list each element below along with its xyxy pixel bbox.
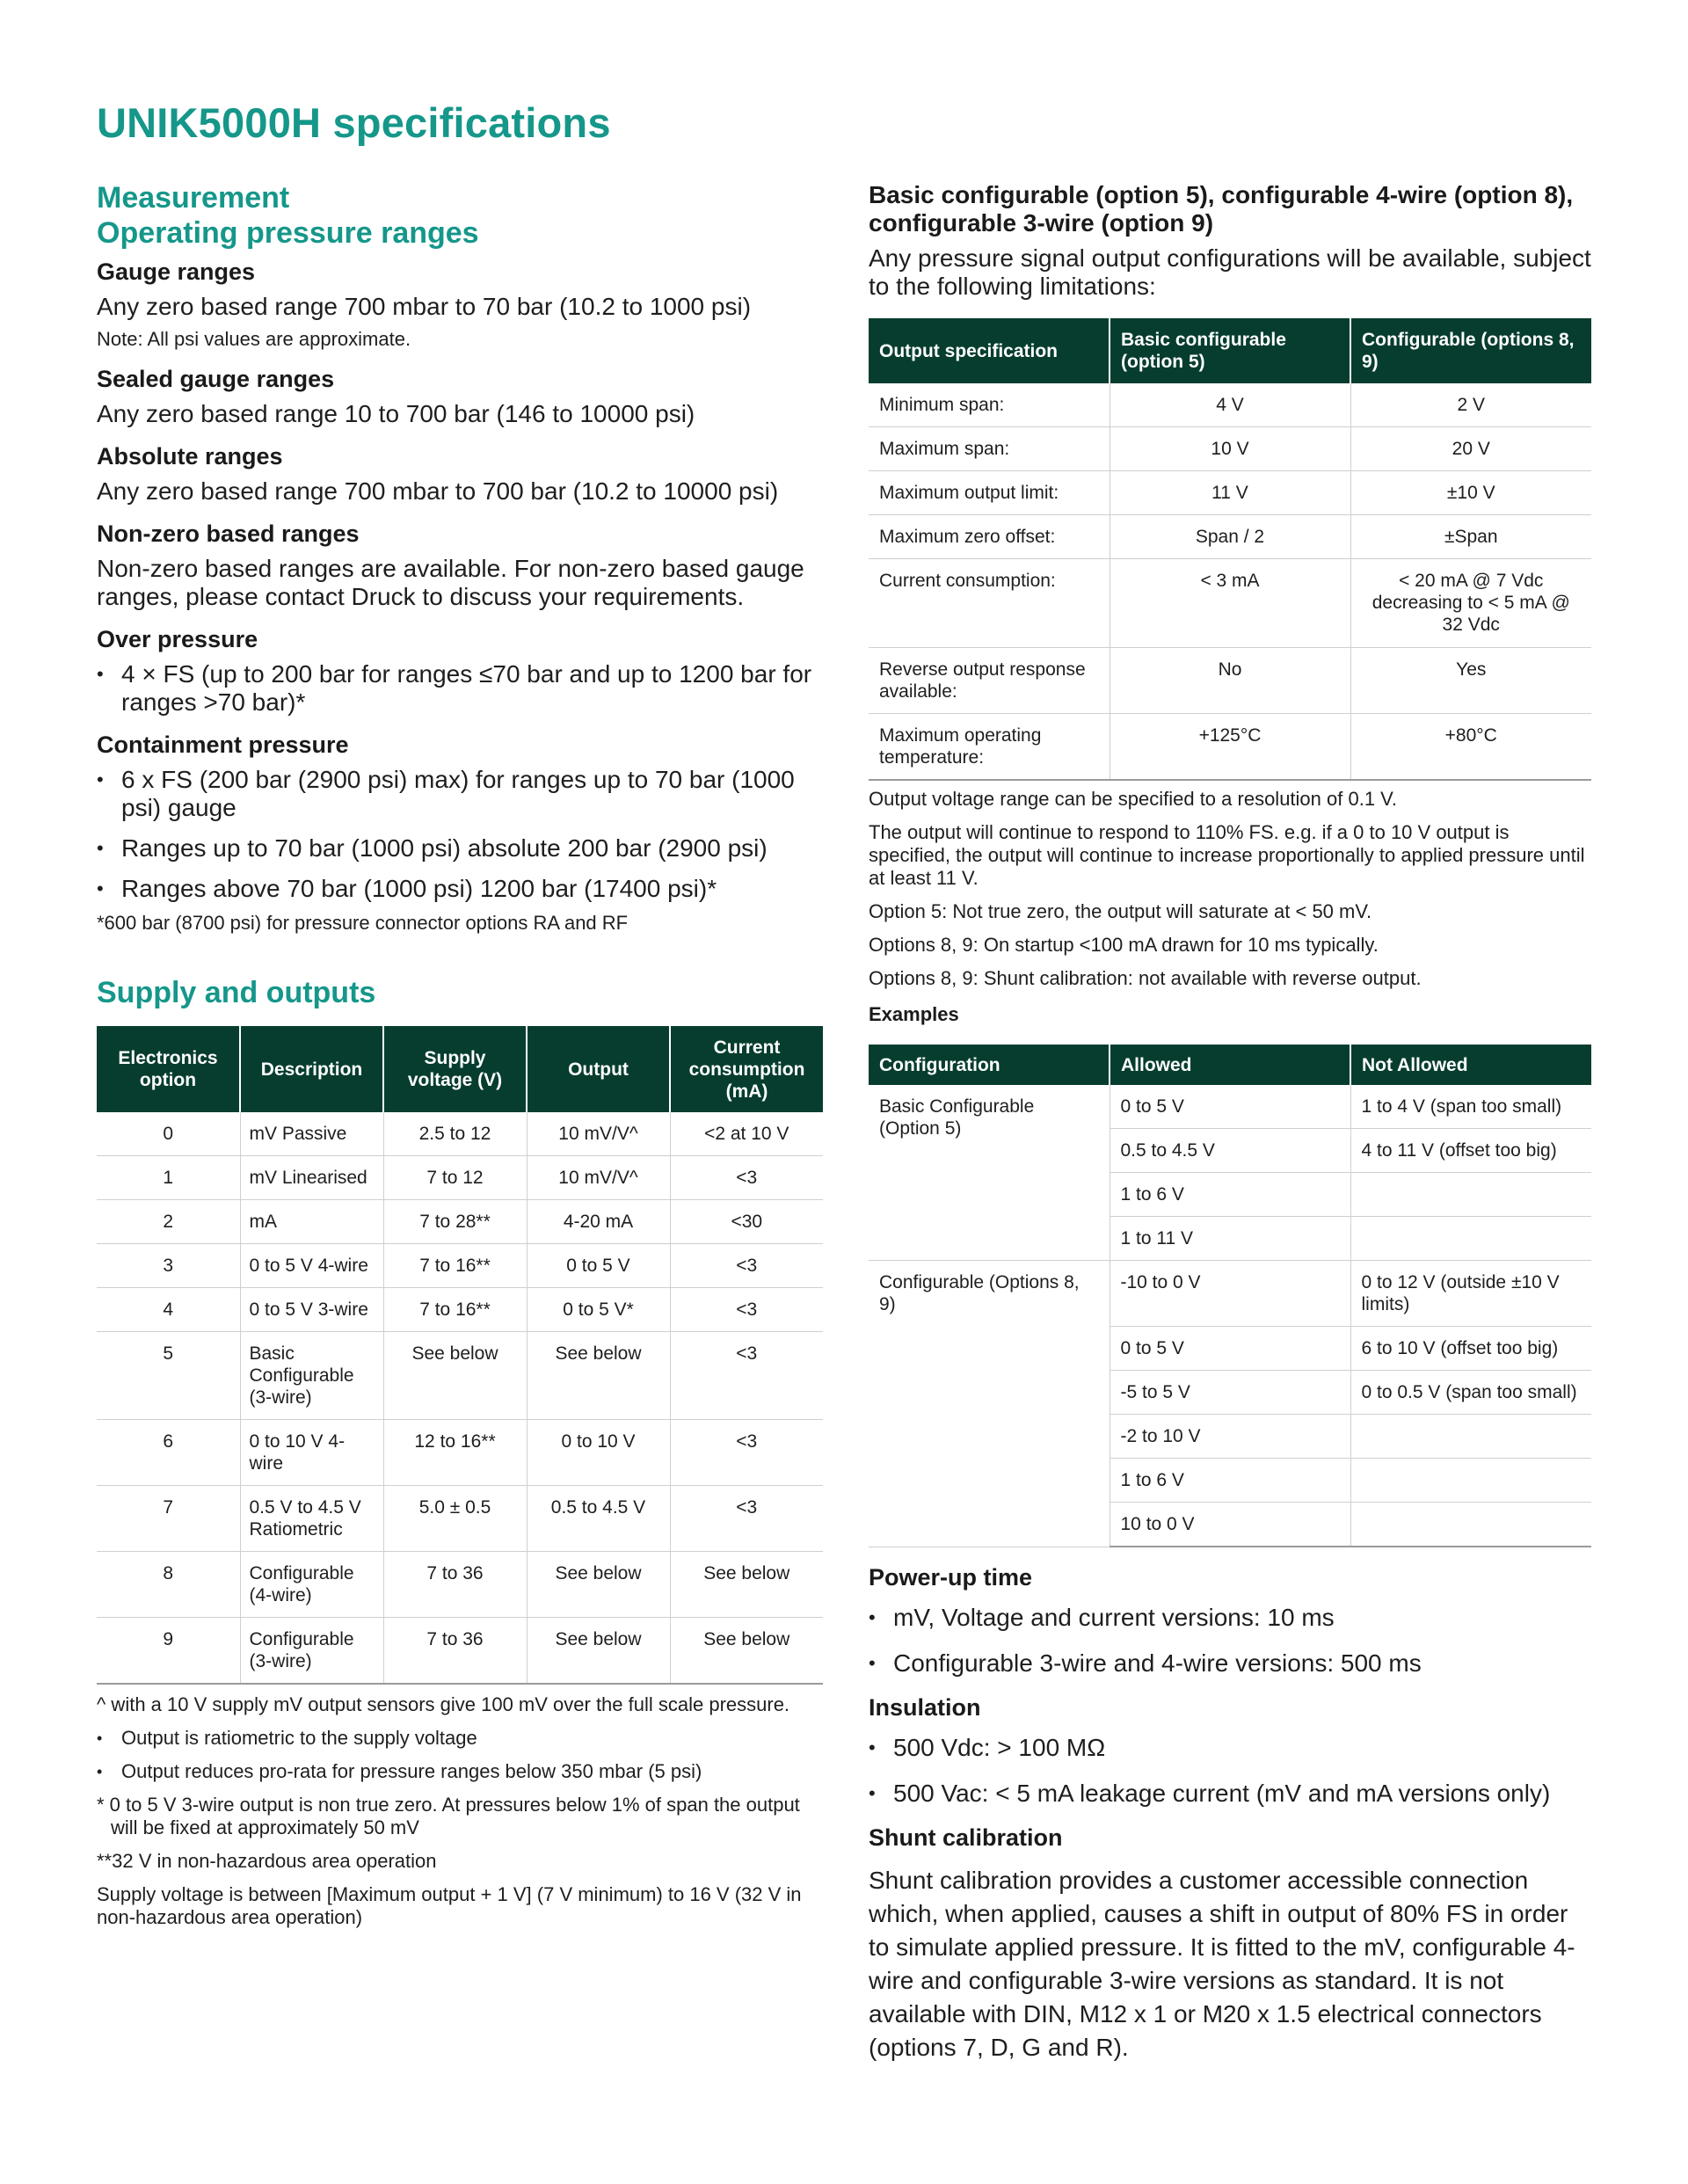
examples-heading: Examples: [869, 1003, 959, 1025]
table-cell: 1 to 4 V (span too small): [1350, 1085, 1591, 1129]
table-cell: 6: [97, 1420, 240, 1486]
table-cell: -10 to 0 V: [1110, 1261, 1350, 1327]
table-cell: 4-20 mA: [527, 1200, 670, 1244]
table-cell: 0: [97, 1112, 240, 1156]
table-row: [97, 1420, 823, 1486]
table-cell: See below: [670, 1552, 823, 1618]
table-cell: Maximum operating temperature:: [869, 714, 1110, 781]
fs-note: The output will continue to respond to 110% FS. e.g. if a 0 to 10 V output is specified, the output will continue to increase proportionally to applied pressure until at least 11 V.: [869, 821, 1585, 889]
examples-table: [869, 1045, 1591, 1547]
table-cell: 2 V: [1350, 383, 1591, 427]
table-cell: ±10 V: [1350, 471, 1591, 515]
table-cell: 0.5 to 4.5 V: [527, 1486, 670, 1552]
table-cell: See below: [383, 1332, 527, 1420]
table-cell: Configurable (4-wire): [240, 1552, 383, 1618]
left-column: [97, 180, 823, 1940]
shunt-reverse-note: Options 8, 9: Shunt calibration: not available with reverse output.: [869, 967, 1422, 989]
containment-list: [97, 766, 823, 903]
table-cell: 10 mV/V^: [527, 1156, 670, 1200]
table-cell: 7 to 36: [383, 1552, 527, 1618]
table-row: [869, 559, 1591, 648]
over-pressure-list: [97, 660, 823, 717]
table-cell: [1350, 1217, 1591, 1261]
table-cell: <30: [670, 1200, 823, 1244]
column-header: Description: [240, 1026, 383, 1112]
table-row: [97, 1200, 823, 1244]
table-cell: Reverse output response available:: [869, 648, 1110, 714]
table-cell: [1350, 1503, 1591, 1547]
mv-output-note: ^ with a 10 V supply mV output sensors give 100 mV over the full scale pressure.: [97, 1693, 790, 1715]
list-item: • Configurable 3-wire and 4-wire versions: 500 ms: [869, 1649, 1591, 1678]
table-cell: 7 to 12: [383, 1156, 527, 1200]
table-cell: <3: [670, 1420, 823, 1486]
table-cell: mV Passive: [240, 1112, 383, 1156]
table-cell: mV Linearised: [240, 1156, 383, 1200]
list-item: • 500 Vdc: > 100 MΩ: [869, 1734, 1591, 1762]
column-header: Configurable (options 8, 9): [1350, 318, 1591, 383]
table-cell: 0 to 10 V 4-wire: [240, 1420, 383, 1486]
table-cell: 0 to 0.5 V (span too small): [1350, 1371, 1591, 1415]
table-cell: Maximum zero offset:: [869, 515, 1110, 559]
column-header: Not Allowed: [1350, 1045, 1591, 1085]
table-cell: 0 to 5 V 3-wire: [240, 1288, 383, 1332]
operating-ranges-title: Operating pressure ranges: [97, 216, 479, 250]
table-cell: Configurable (Options 8, 9): [869, 1261, 1110, 1547]
startup-note: Options 8, 9: On startup <100 mA drawn for 10 ms typically.: [869, 934, 1379, 956]
table-cell: 0 to 5 V: [527, 1244, 670, 1288]
table-cell: 1 to 6 V: [1110, 1173, 1350, 1217]
right-column: [869, 181, 1591, 2071]
table-cell: 4: [97, 1288, 240, 1332]
table-header-row: [869, 1045, 1591, 1085]
table-cell: 1 to 11 V: [1110, 1217, 1350, 1261]
table-row: [869, 648, 1591, 714]
table-cell: -2 to 10 V: [1110, 1415, 1350, 1459]
table-cell: Span / 2: [1110, 515, 1350, 559]
output-spec-table: [869, 318, 1591, 781]
psi-note: Note: All psi values are approximate.: [97, 328, 411, 350]
table-row: [97, 1288, 823, 1332]
insulation-list: [869, 1734, 1591, 1808]
table-cell: 1 to 6 V: [1110, 1459, 1350, 1503]
list-item: • Ranges above 70 bar (1000 psi) 1200 bar (17400 psi)*: [97, 875, 823, 903]
column-header: Allowed: [1110, 1045, 1350, 1085]
table-cell: 2: [97, 1200, 240, 1244]
table-cell: 0 to 12 V (outside ±10 V limits): [1350, 1261, 1591, 1327]
table-cell: 9: [97, 1618, 240, 1685]
table-row: [97, 1618, 823, 1685]
table-cell: 1: [97, 1156, 240, 1200]
table-cell: [1350, 1173, 1591, 1217]
containment-note: *600 bar (8700 psi) for pressure connector options RA and RF: [97, 912, 629, 934]
supply-table: [97, 1026, 823, 1685]
three-wire-note: * 0 to 5 V 3-wire output is non true zero. At pressures below 1% of span the output will be fixed at approximately 50 mV: [97, 1794, 800, 1838]
supply-notes-list: [97, 1727, 823, 1783]
table-cell: 10 to 0 V: [1110, 1503, 1350, 1547]
non-zero-heading: Non-zero based ranges: [97, 521, 360, 547]
column-header: Output: [527, 1026, 670, 1112]
column-header: Supply voltage (V): [383, 1026, 527, 1112]
table-cell: -5 to 5 V: [1110, 1371, 1350, 1415]
table-cell: +125°C: [1110, 714, 1350, 781]
table-cell: 10 mV/V^: [527, 1112, 670, 1156]
table-cell: Minimum span:: [869, 383, 1110, 427]
option5-note: Option 5: Not true zero, the output will saturate at < 50 mV.: [869, 900, 1372, 922]
table-cell: 6 to 10 V (offset too big): [1350, 1327, 1591, 1371]
table-row: [97, 1552, 823, 1618]
hazardous-note: **32 V in non-hazardous area operation: [97, 1850, 437, 1872]
table-row: [869, 471, 1591, 515]
table-row: [869, 427, 1591, 471]
gauge-ranges-heading: Gauge ranges: [97, 258, 256, 285]
table-cell: No: [1110, 648, 1350, 714]
absolute-ranges-heading: Absolute ranges: [97, 443, 283, 470]
column-header: Configuration: [869, 1045, 1110, 1085]
table-row: [869, 1085, 1591, 1129]
table-cell: 8: [97, 1552, 240, 1618]
table-cell: < 20 mA @ 7 Vdc decreasing to < 5 mA @ 32 Vdc: [1350, 559, 1591, 648]
table-cell: Basic Configurable (Option 5): [869, 1085, 1110, 1261]
table-cell: 7 to 16**: [383, 1244, 527, 1288]
table-cell: ±Span: [1350, 515, 1591, 559]
containment-heading: Containment pressure: [97, 732, 349, 758]
table-cell: 3: [97, 1244, 240, 1288]
non-zero-text: Non-zero based ranges are available. For non-zero based gauge ranges, please contact Druck to discuss your requirements.: [97, 555, 804, 610]
table-cell: 0 to 5 V*: [527, 1288, 670, 1332]
table-cell: 20 V: [1350, 427, 1591, 471]
table-cell: Yes: [1350, 648, 1591, 714]
insulation-heading: Insulation: [869, 1694, 981, 1721]
shunt-text: Shunt calibration provides a customer accessible connection which, when applied, causes a shift in output of 80% FS in order to simulate applied pressure. It is fitted to the mV, configurable 4-wire and configurable 3-wire versions as standard. It is not available with DIN, M12 x 1 or M20 x 1.5 electrical connectors (options 7, D, G and R).: [869, 1867, 1575, 2061]
table-cell: Current consumption:: [869, 559, 1110, 648]
table-cell: <3: [670, 1288, 823, 1332]
table-cell: 0 to 5 V: [1110, 1327, 1350, 1371]
table-header-row: [97, 1026, 823, 1112]
table-cell: < 3 mA: [1110, 559, 1350, 648]
table-cell: 7: [97, 1486, 240, 1552]
table-cell: mA: [240, 1200, 383, 1244]
table-cell: Basic Configurable (3-wire): [240, 1332, 383, 1420]
table-row: [97, 1244, 823, 1288]
table-row: [869, 515, 1591, 559]
resolution-note: Output voltage range can be specified to a resolution of 0.1 V.: [869, 788, 1397, 810]
table-row: [97, 1156, 823, 1200]
table-cell: 0 to 5 V: [1110, 1085, 1350, 1129]
table-row: [97, 1332, 823, 1420]
table-cell: +80°C: [1350, 714, 1591, 781]
list-item: • mV, Voltage and current versions: 10 ms: [869, 1604, 1591, 1632]
sealed-gauge-heading: Sealed gauge ranges: [97, 366, 335, 392]
gauge-ranges-text: Any zero based range 700 mbar to 70 bar (10.2 to 1000 psi): [97, 293, 752, 320]
table-cell: See below: [527, 1332, 670, 1420]
table-cell: <2 at 10 V: [670, 1112, 823, 1156]
table-row: [869, 383, 1591, 427]
configurable-heading: Basic configurable (option 5), configurable 4-wire (option 8), configurable 3-wire (option 9): [869, 181, 1574, 237]
configurable-intro: Any pressure signal output configurations will be available, subject to the following limitations:: [869, 244, 1591, 300]
table-cell: 7 to 36: [383, 1618, 527, 1685]
list-item: • 6 x FS (200 bar (2900 psi) max) for ranges up to 70 bar (1000 psi) gauge: [97, 766, 823, 822]
table-cell: See below: [527, 1618, 670, 1685]
powerup-list: [869, 1604, 1591, 1678]
over-pressure-heading: Over pressure: [97, 626, 258, 652]
column-header: Output specification: [869, 318, 1110, 383]
column-header: Basic configurable (option 5): [1110, 318, 1350, 383]
table-cell: 5.0 ± 0.5: [383, 1486, 527, 1552]
table-cell: 7 to 28**: [383, 1200, 527, 1244]
table-row: [97, 1486, 823, 1552]
table-cell: <3: [670, 1244, 823, 1288]
measurement-title: Measurement: [97, 181, 290, 215]
table-cell: 0 to 10 V: [527, 1420, 670, 1486]
table-cell: See below: [527, 1552, 670, 1618]
column-header: Current consumption (mA): [670, 1026, 823, 1112]
table-cell: 0.5 to 4.5 V: [1110, 1129, 1350, 1173]
table-cell: See below: [670, 1618, 823, 1685]
table-cell: Maximum output limit:: [869, 471, 1110, 515]
page-title: UNIK5000H specifications: [97, 99, 611, 146]
table-header-row: [869, 318, 1591, 383]
table-cell: 2.5 to 12: [383, 1112, 527, 1156]
list-item: • Output reduces pro-rata for pressure ranges below 350 mbar (5 psi): [97, 1760, 823, 1783]
table-row: [97, 1112, 823, 1156]
table-cell: 7 to 16**: [383, 1288, 527, 1332]
sealed-gauge-text: Any zero based range 10 to 700 bar (146 to 10000 psi): [97, 400, 695, 427]
table-row: [869, 1261, 1591, 1327]
table-cell: <3: [670, 1332, 823, 1420]
table-cell: 10 V: [1110, 427, 1350, 471]
list-item: • Ranges up to 70 bar (1000 psi) absolute 200 bar (2900 psi): [97, 834, 823, 863]
supply-outputs-title: Supply and outputs: [97, 976, 376, 1009]
table-cell: 11 V: [1110, 471, 1350, 515]
absolute-ranges-text: Any zero based range 700 mbar to 700 bar (10.2 to 10000 psi): [97, 477, 779, 505]
table-cell: 0 to 5 V 4-wire: [240, 1244, 383, 1288]
table-cell: [1350, 1459, 1591, 1503]
table-cell: <3: [670, 1156, 823, 1200]
table-cell: Maximum span:: [869, 427, 1110, 471]
list-item: • 4 × FS (up to 200 bar for ranges ≤70 bar and up to 1200 bar for ranges >70 bar)*: [97, 660, 823, 717]
list-item: • 500 Vac: < 5 mA leakage current (mV and mA versions only): [869, 1780, 1591, 1808]
supply-voltage-note: Supply voltage is between [Maximum output + 1 V] (7 V minimum) to 16 V (32 V in non-hazardous area operation): [97, 1883, 802, 1928]
table-row: [869, 714, 1591, 781]
shunt-heading: Shunt calibration: [869, 1824, 1063, 1851]
table-cell: 5: [97, 1332, 240, 1420]
table-cell: Configurable (3-wire): [240, 1618, 383, 1685]
table-cell: 12 to 16**: [383, 1420, 527, 1486]
table-cell: 4 V: [1110, 383, 1350, 427]
table-cell: [1350, 1415, 1591, 1459]
powerup-heading: Power-up time: [869, 1564, 1033, 1591]
table-cell: 0.5 V to 4.5 V Ratiometric: [240, 1486, 383, 1552]
column-header: Electronics option: [97, 1026, 240, 1112]
table-cell: <3: [670, 1486, 823, 1552]
list-item: • Output is ratiometric to the supply voltage: [97, 1727, 823, 1750]
table-cell: 4 to 11 V (offset too big): [1350, 1129, 1591, 1173]
